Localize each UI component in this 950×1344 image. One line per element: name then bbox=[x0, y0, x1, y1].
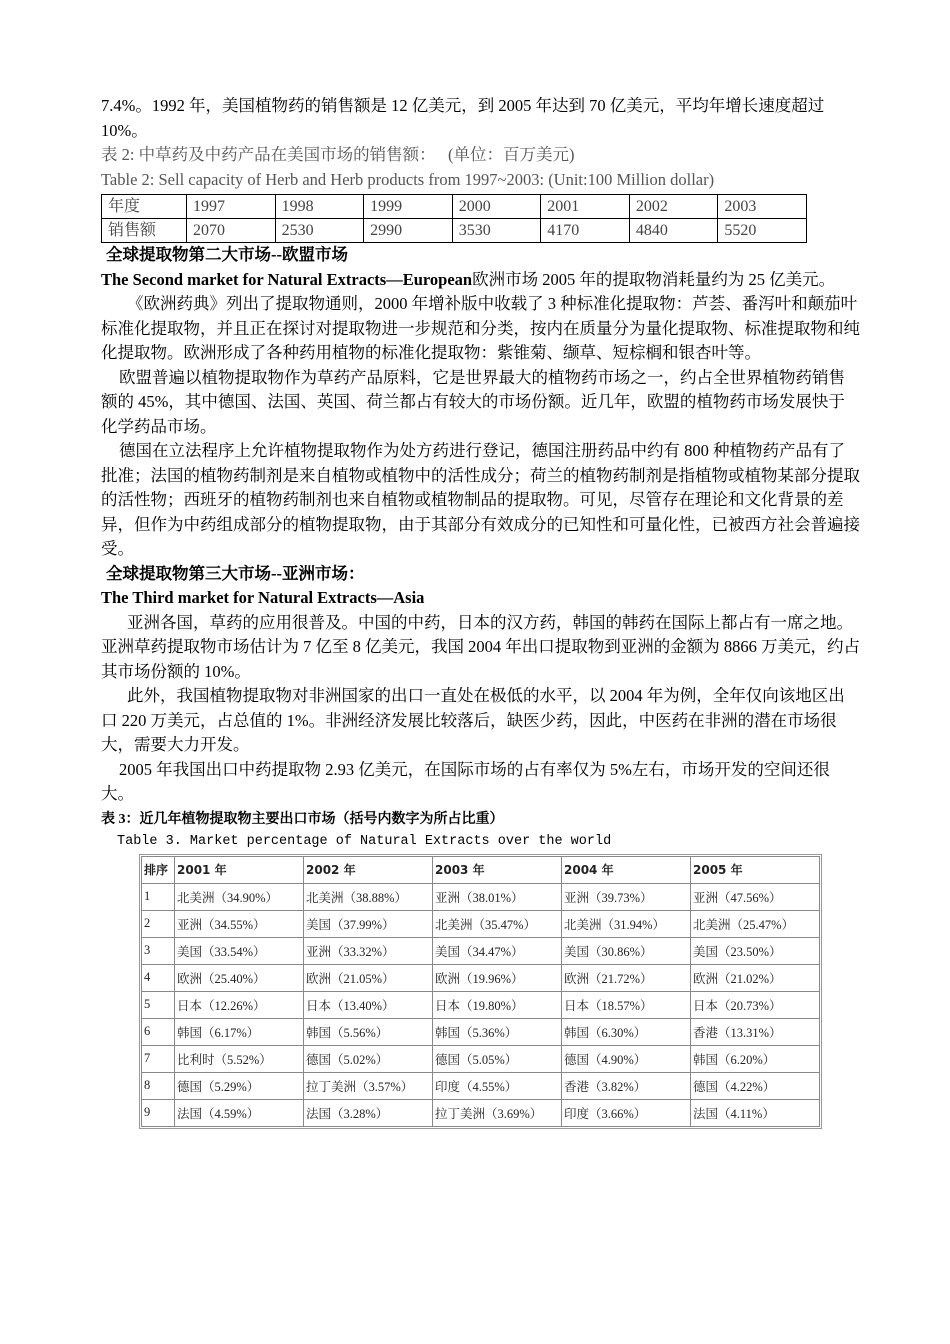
market-cell: 北美洲（25.47%） bbox=[691, 910, 820, 937]
year-cell: 1997 bbox=[187, 195, 276, 219]
column-header: 2002 年 bbox=[304, 856, 433, 883]
column-header: 2001 年 bbox=[175, 856, 304, 883]
market-cell: 韩国（6.17%） bbox=[175, 1018, 304, 1045]
table-row bbox=[142, 991, 820, 1018]
table-row bbox=[102, 195, 807, 219]
market-cell: 美国（23.50%） bbox=[691, 937, 820, 964]
rank-cell: 1 bbox=[142, 883, 175, 910]
year-cell: 1998 bbox=[275, 195, 364, 219]
market-cell: 欧洲（21.72%） bbox=[562, 964, 691, 991]
market-cell: 德国（4.90%） bbox=[562, 1045, 691, 1072]
market-cell: 拉丁美洲（3.69%） bbox=[433, 1099, 562, 1126]
europe-heading-en: The Second market for Natural Extracts—European bbox=[101, 269, 473, 289]
market-cell: 法国（4.59%） bbox=[175, 1099, 304, 1126]
market-cell: 韩国（6.20%） bbox=[691, 1045, 820, 1072]
table-row bbox=[102, 219, 807, 243]
market-cell: 欧洲（19.96%） bbox=[433, 964, 562, 991]
market-cell: 法国（4.11%） bbox=[691, 1099, 820, 1126]
table2-caption-cn: 表 2: 中草药及中药产品在美国市场的销售额： (单位：百万美元) bbox=[101, 145, 575, 164]
market-rank-table bbox=[141, 856, 820, 1127]
market-cell: 北美洲（31.94%） bbox=[562, 910, 691, 937]
europe-heading: 全球提取物第二大市场--欧盟市场 bbox=[106, 245, 348, 264]
table-row bbox=[142, 1099, 820, 1126]
market-cell: 德国（5.05%） bbox=[433, 1045, 562, 1072]
table-row bbox=[142, 910, 820, 937]
europe-heading-en-tail: 欧洲市场 2005 年的提取物消耗量约为 25 亿美元。 bbox=[472, 269, 836, 289]
intro-paragraph: 7.4%。1992 年，美国植物药的销售额是 12 亿美元，到 2005 年达到 70 亿美元，平均年增长速度超过 10%。 bbox=[101, 96, 825, 140]
market-cell: 北美洲（34.90%） bbox=[175, 883, 304, 910]
market-cell: 香港（13.31%） bbox=[691, 1018, 820, 1045]
asia-heading: 全球提取物第三大市场--亚洲市场： bbox=[106, 563, 365, 583]
europe-paragraph-1: 《欧洲药典》列出了提取物通则，2000 年增补版中收载了 3 种标准化提取物：芦荟、番泻叶和颠茄叶标准化提取物，并且正在探讨对提取物进一步规范和分类，按内在质量分为量化提取物、标准提取物和纯化提取物。欧洲形成了各种药用植物的标准化提取物：紫锥菊、缬草、短棕榈和银杏叶等。 bbox=[101, 294, 860, 362]
sales-cell: 2530 bbox=[275, 219, 364, 243]
market-cell: 亚洲（33.32%） bbox=[304, 937, 433, 964]
rank-cell: 3 bbox=[142, 937, 175, 964]
market-cell: 亚洲（34.55%） bbox=[175, 910, 304, 937]
table-row bbox=[142, 1045, 820, 1072]
document-page bbox=[101, 94, 861, 1127]
market-cell: 日本（13.40%） bbox=[304, 991, 433, 1018]
asia-paragraph-1: 亚洲各国，草药的应用很普及。中国的中药，日本的汉方药，韩国的韩药在国际上都占有一席之地。亚洲草药提取物市场估计为 7 亿至 8 亿美元，我国 2004 年出口提取物到亚洲的金额为 8866 万美元，约占其市场份额的 10%。 bbox=[101, 612, 860, 681]
market-cell: 德国（4.22%） bbox=[691, 1072, 820, 1099]
table2-caption-en: Table 2: Sell capacity of Herb and Herb products from 1997~2003: (Unit:100 Million dollar) bbox=[101, 169, 715, 189]
table3-subtitle: Table 3. Market percentage of Natural Extracts over the world bbox=[117, 833, 612, 849]
market-cell: 欧洲（21.02%） bbox=[691, 964, 820, 991]
sales-cell: 2990 bbox=[364, 219, 453, 243]
market-cell: 德国（5.29%） bbox=[175, 1072, 304, 1099]
market-cell: 日本（18.57%） bbox=[562, 991, 691, 1018]
europe-heading-en-line bbox=[101, 268, 861, 293]
table-body bbox=[142, 883, 820, 1126]
sales-cell: 2070 bbox=[187, 219, 276, 243]
column-header: 排序 bbox=[142, 856, 175, 883]
rank-cell: 4 bbox=[142, 964, 175, 991]
year-cell: 2001 bbox=[541, 195, 630, 219]
market-cell: 亚洲（38.01%） bbox=[433, 883, 562, 910]
market-cell: 欧洲（25.40%） bbox=[175, 964, 304, 991]
market-cell: 美国（37.99%） bbox=[304, 910, 433, 937]
table3-title: 表 3：近几年植物提取物主要出口市场（括号内数字为所占比重） bbox=[101, 811, 504, 827]
market-cell: 印度（3.66%） bbox=[562, 1099, 691, 1126]
rank-cell: 2 bbox=[142, 910, 175, 937]
market-cell: 韩国（5.56%） bbox=[304, 1018, 433, 1045]
market-cell: 韩国（6.30%） bbox=[562, 1018, 691, 1045]
year-label: 年度 bbox=[102, 195, 187, 219]
market-cell: 美国（33.54%） bbox=[175, 937, 304, 964]
sales-cell: 3530 bbox=[452, 219, 541, 243]
market-cell: 欧洲（21.05%） bbox=[304, 964, 433, 991]
market-cell: 日本（20.73%） bbox=[691, 991, 820, 1018]
sales-cell: 4840 bbox=[629, 219, 718, 243]
sales-table bbox=[101, 194, 807, 243]
sales-label: 销售额 bbox=[102, 219, 187, 243]
year-cell: 2000 bbox=[452, 195, 541, 219]
asia-paragraph-2: 此外，我国植物提取物对非洲国家的出口一直处在极低的水平，以 2004 年为例，全年仅向该地区出口 220 万美元，占总值的 1%。非洲经济发展比较落后，缺医少药，因此，中医药在非洲的潜在市场很大，需要大力开发。 bbox=[101, 686, 845, 754]
asia-paragraph-3: 2005 年我国出口中药提取物 2.93 亿美元，在国际市场的占有率仅为 5%左右，市场开发的空间还很大。 bbox=[101, 759, 830, 803]
market-cell: 日本（12.26%） bbox=[175, 991, 304, 1018]
market-cell: 日本（19.80%） bbox=[433, 991, 562, 1018]
market-cell: 香港（3.82%） bbox=[562, 1072, 691, 1099]
column-header: 2005 年 bbox=[691, 856, 820, 883]
year-cell: 1999 bbox=[364, 195, 453, 219]
market-cell: 比利时（5.52%） bbox=[175, 1045, 304, 1072]
table-row bbox=[142, 1072, 820, 1099]
market-cell: 北美洲（35.47%） bbox=[433, 910, 562, 937]
market-cell: 美国（30.86%） bbox=[562, 937, 691, 964]
market-cell: 美国（34.47%） bbox=[433, 937, 562, 964]
table-row bbox=[142, 937, 820, 964]
table-row bbox=[142, 964, 820, 991]
market-cell: 拉丁美洲（3.57%） bbox=[304, 1072, 433, 1099]
europe-paragraph-2: 欧盟普遍以植物提取物作为草药产品原料，它是世界最大的植物药市场之一，约占全世界植物药销售额的 45%，其中德国、法国、英国、荷兰都占有较大的市场份额。近几年，欧盟的植物药市场发展快于化学药品市场。 bbox=[101, 367, 845, 436]
sales-cell: 4170 bbox=[541, 219, 630, 243]
market-cell: 亚洲（39.73%） bbox=[562, 883, 691, 910]
asia-heading-en: The Third market for Natural Extracts—Asia bbox=[101, 588, 425, 607]
column-header: 2004 年 bbox=[562, 856, 691, 883]
rank-cell: 6 bbox=[142, 1018, 175, 1045]
table-row bbox=[142, 1018, 820, 1045]
year-cell: 2003 bbox=[718, 195, 807, 219]
rank-cell: 8 bbox=[142, 1072, 175, 1099]
rank-cell: 5 bbox=[142, 991, 175, 1018]
rank-cell: 9 bbox=[142, 1099, 175, 1126]
market-cell: 北美洲（38.88%） bbox=[304, 883, 433, 910]
market-cell: 德国（5.02%） bbox=[304, 1045, 433, 1072]
table-header-row bbox=[142, 856, 820, 883]
year-cell: 2002 bbox=[629, 195, 718, 219]
market-cell: 韩国（5.36%） bbox=[433, 1018, 562, 1045]
rank-cell: 7 bbox=[142, 1045, 175, 1072]
table-row bbox=[142, 883, 820, 910]
column-header: 2003 年 bbox=[433, 856, 562, 883]
sales-cell: 5520 bbox=[718, 219, 807, 243]
market-cell: 印度（4.55%） bbox=[433, 1072, 562, 1099]
market-cell: 法国（3.28%） bbox=[304, 1099, 433, 1126]
market-cell: 亚洲（47.56%） bbox=[691, 883, 820, 910]
europe-paragraph-3: 德国在立法程序上允许植物提取物作为处方药进行登记，德国注册药品中约有 800 种植物药产品有了批准；法国的植物药制剂是来自植物或植物中的活性成分；荷兰的植物药制剂是指植物或植物某部分提取的活性物；西班牙的植物药制剂也来自植物或植物制品的提取物。可见，尽管存在理论和文化背景的差异，但作为中药组成部分的植物提取物，由于其部分有效成分的已知性和可量化性，已被西方社会普遍接受。 bbox=[101, 441, 860, 558]
